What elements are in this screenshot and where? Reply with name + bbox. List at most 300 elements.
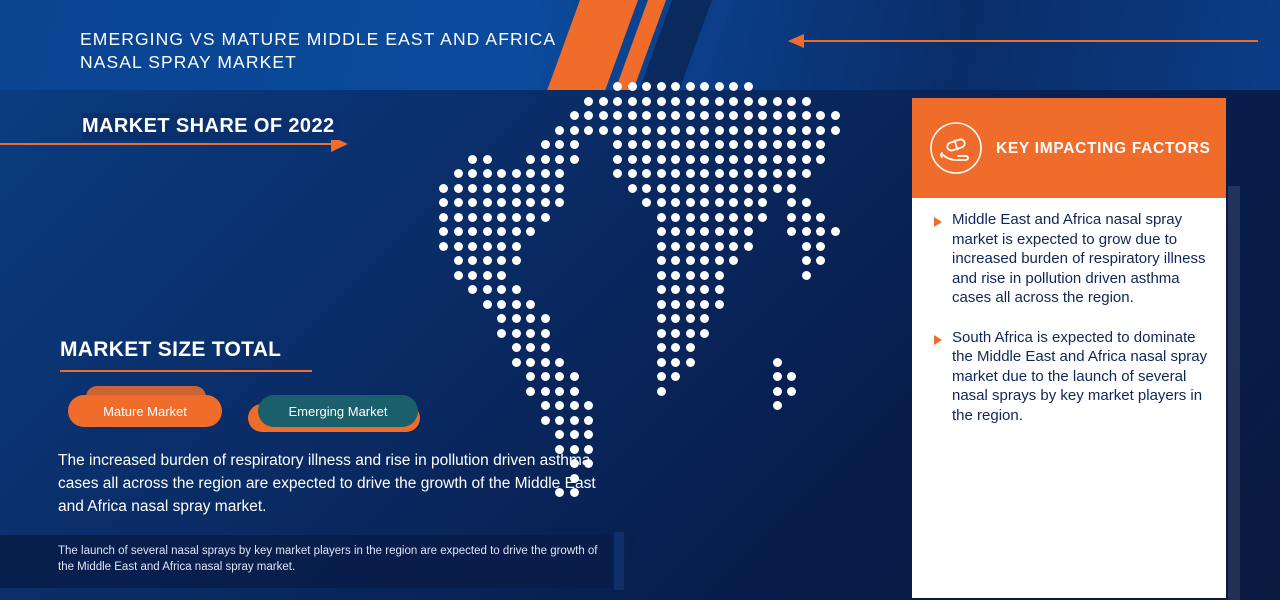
map-dot (468, 198, 477, 207)
map-dot (787, 140, 796, 149)
bullet-triangle-icon (934, 335, 942, 345)
arrow-left-icon (788, 34, 804, 48)
map-dot (744, 126, 753, 135)
map-dot (816, 213, 825, 222)
map-dot (497, 300, 506, 309)
map-dot (686, 97, 695, 106)
map-dot (744, 155, 753, 164)
market-size-description: The increased burden of respiratory illness and rise in pollution driven asthma cases all across the region are expected to drive the growth of the Middle East and Africa nasal spray market. (58, 452, 596, 515)
map-dot (671, 314, 680, 323)
map-dot (700, 256, 709, 265)
map-dot (700, 198, 709, 207)
map-dot (642, 140, 651, 149)
map-dot (483, 213, 492, 222)
map-dot (657, 82, 666, 91)
map-dot (555, 401, 564, 410)
map-dot (671, 242, 680, 251)
map-dot (700, 140, 709, 149)
footer-note (0, 535, 612, 588)
map-dot (686, 140, 695, 149)
map-dot (700, 97, 709, 106)
map-dot (483, 169, 492, 178)
map-dot (657, 300, 666, 309)
map-dot (483, 184, 492, 193)
map-dot (497, 329, 506, 338)
map-dot (468, 227, 477, 236)
map-dot (715, 198, 724, 207)
map-dot (628, 184, 637, 193)
map-dot (483, 227, 492, 236)
map-dot (787, 227, 796, 236)
map-dot (773, 126, 782, 135)
map-dot (497, 184, 506, 193)
map-dot (454, 271, 463, 280)
map-dot (773, 155, 782, 164)
map-dot (526, 169, 535, 178)
map-dot (744, 198, 753, 207)
map-dot (570, 155, 579, 164)
map-dot (802, 213, 811, 222)
map-dot (671, 155, 680, 164)
map-dot (642, 184, 651, 193)
map-dot (686, 82, 695, 91)
map-dot (657, 140, 666, 149)
map-dot (671, 300, 680, 309)
map-dot (686, 343, 695, 352)
map-dot (758, 140, 767, 149)
map-dot (642, 82, 651, 91)
map-dot (628, 155, 637, 164)
header-arrow (788, 34, 1258, 48)
map-dot (715, 271, 724, 280)
map-dot (715, 111, 724, 120)
map-dot (715, 126, 724, 135)
map-dot (657, 285, 666, 294)
map-dot (744, 97, 753, 106)
map-dot (483, 198, 492, 207)
panel-shadow (1228, 186, 1240, 600)
map-dot (555, 184, 564, 193)
map-dot (686, 213, 695, 222)
map-dot (570, 140, 579, 149)
map-dot (570, 430, 579, 439)
map-dot (729, 213, 738, 222)
map-dot (773, 140, 782, 149)
map-dot (729, 126, 738, 135)
map-dot (657, 242, 666, 251)
list-item-text: Middle East and Africa nasal spray market is expected to grow due to increased burden of respiratory illness and rise in pollution driven asthma cases all across the region. (952, 211, 1206, 306)
map-dot (497, 314, 506, 323)
map-dot (497, 169, 506, 178)
market-share-label: MARKET SHARE OF 2022 (82, 113, 341, 140)
map-dot (497, 227, 506, 236)
map-dot (729, 155, 738, 164)
map-dot (671, 140, 680, 149)
map-dot (570, 126, 579, 135)
map-dot (555, 372, 564, 381)
map-dot (497, 198, 506, 207)
map-dot (526, 372, 535, 381)
map-dot (555, 387, 564, 396)
map-dot (512, 227, 521, 236)
map-dot (686, 111, 695, 120)
map-dot (454, 184, 463, 193)
map-dot (715, 82, 724, 91)
map-dot (541, 155, 550, 164)
map-dot (497, 256, 506, 265)
arrow-left-line (804, 40, 1258, 42)
map-dot (744, 82, 753, 91)
map-dot (454, 227, 463, 236)
map-dot (758, 97, 767, 106)
list-item-text: South Africa is expected to dominate the Middle East and Africa nasal spray market due to the launch of several nasal sprays by key market players in the region. (952, 328, 1208, 424)
map-dot (541, 358, 550, 367)
map-dot (599, 111, 608, 120)
map-dot (773, 358, 782, 367)
map-dot (744, 227, 753, 236)
map-dot (773, 97, 782, 106)
map-dot (729, 111, 738, 120)
map-dot (584, 401, 593, 410)
map-dot (439, 198, 448, 207)
map-dot (628, 97, 637, 106)
map-dot (787, 372, 796, 381)
map-dot (671, 227, 680, 236)
map-dot (787, 155, 796, 164)
map-dot (787, 126, 796, 135)
map-dot (773, 401, 782, 410)
map-dot (686, 126, 695, 135)
map-dot (744, 111, 753, 120)
map-dot (831, 126, 840, 135)
map-dot (642, 198, 651, 207)
market-size-title: MARKET SIZE TOTAL (60, 338, 282, 361)
bullet-triangle-icon (934, 217, 942, 227)
footer-bar-2 (628, 532, 637, 590)
map-dot (541, 329, 550, 338)
map-dot (628, 111, 637, 120)
map-dot (729, 242, 738, 251)
map-dot (570, 387, 579, 396)
map-dot (468, 271, 477, 280)
map-dot (715, 227, 724, 236)
map-dot (454, 169, 463, 178)
map-dot (671, 358, 680, 367)
map-dot (729, 256, 738, 265)
map-dot (512, 300, 521, 309)
map-dot (512, 343, 521, 352)
map-dot (628, 126, 637, 135)
map-dot (700, 184, 709, 193)
map-dot (758, 111, 767, 120)
map-dot (715, 140, 724, 149)
map-dot (816, 256, 825, 265)
map-dot (744, 242, 753, 251)
map-dot (700, 155, 709, 164)
map-dot (468, 213, 477, 222)
map-dot (700, 285, 709, 294)
map-dot (468, 242, 477, 251)
map-dot (686, 271, 695, 280)
map-dot (526, 155, 535, 164)
map-dot (526, 358, 535, 367)
map-dot (657, 126, 666, 135)
map-dot (657, 256, 666, 265)
map-dot (512, 329, 521, 338)
map-dot (686, 184, 695, 193)
map-dot (744, 213, 753, 222)
map-dot (686, 155, 695, 164)
map-dot (715, 184, 724, 193)
map-dot (468, 169, 477, 178)
map-dot (512, 314, 521, 323)
map-dot (700, 329, 709, 338)
map-dot (700, 300, 709, 309)
map-dot (671, 271, 680, 280)
map-dot (439, 242, 448, 251)
map-dot (787, 387, 796, 396)
map-dot (802, 227, 811, 236)
map-dot (584, 111, 593, 120)
legend-item-emerging-market[interactable]: Emerging Market (258, 395, 418, 427)
map-dot (584, 430, 593, 439)
map-dot (526, 227, 535, 236)
map-dot (831, 111, 840, 120)
map-dot (657, 111, 666, 120)
map-dot (729, 97, 738, 106)
map-dot (526, 314, 535, 323)
map-dot (787, 169, 796, 178)
map-dot (700, 111, 709, 120)
map-dot (671, 285, 680, 294)
map-dot (555, 126, 564, 135)
map-dot (657, 184, 666, 193)
map-dot (700, 169, 709, 178)
map-dot (671, 343, 680, 352)
footer-bar-1 (614, 532, 624, 590)
map-dot (483, 256, 492, 265)
map-dot (497, 213, 506, 222)
map-dot (787, 111, 796, 120)
map-dot (439, 227, 448, 236)
map-dot (657, 169, 666, 178)
map-dot (628, 82, 637, 91)
map-dot (802, 271, 811, 280)
key-impacting-factors-panel (912, 98, 1226, 598)
map-dot (787, 198, 796, 207)
map-dot (802, 111, 811, 120)
map-dot (700, 126, 709, 135)
map-dot (541, 140, 550, 149)
map-dot (758, 126, 767, 135)
map-dot (657, 314, 666, 323)
map-dot (686, 242, 695, 251)
map-dot (671, 372, 680, 381)
map-dot (570, 111, 579, 120)
panel-title: KEY IMPACTING FACTORS (996, 139, 1211, 157)
map-dot (802, 198, 811, 207)
map-dot (483, 155, 492, 164)
map-dot (729, 82, 738, 91)
map-dot (512, 358, 521, 367)
map-dot (715, 155, 724, 164)
map-dot (642, 126, 651, 135)
map-dot (715, 169, 724, 178)
map-dot (439, 184, 448, 193)
map-dot (570, 416, 579, 425)
map-dot (512, 285, 521, 294)
map-dot (541, 198, 550, 207)
map-dot (642, 155, 651, 164)
map-dot (715, 213, 724, 222)
map-dot (642, 97, 651, 106)
map-dot (497, 285, 506, 294)
map-dot (584, 416, 593, 425)
map-dot (700, 242, 709, 251)
map-dot (715, 300, 724, 309)
map-dot (526, 329, 535, 338)
map-dot (541, 401, 550, 410)
map-dot (642, 169, 651, 178)
map-dot (729, 198, 738, 207)
map-dot (802, 97, 811, 106)
map-dot (526, 300, 535, 309)
map-dot (802, 155, 811, 164)
map-dot (541, 184, 550, 193)
map-dot (541, 372, 550, 381)
map-dot (439, 213, 448, 222)
map-dot (526, 198, 535, 207)
map-dot (729, 227, 738, 236)
map-dot (613, 169, 622, 178)
map-dot (831, 227, 840, 236)
map-dot (555, 358, 564, 367)
map-dot (541, 213, 550, 222)
map-dot (700, 213, 709, 222)
map-dot (758, 184, 767, 193)
map-dot (744, 184, 753, 193)
map-dot (541, 314, 550, 323)
map-dot (512, 242, 521, 251)
map-dot (671, 82, 680, 91)
map-dot (642, 111, 651, 120)
map-dot (541, 169, 550, 178)
map-dot (686, 227, 695, 236)
map-dot (758, 155, 767, 164)
map-dot (613, 126, 622, 135)
map-dot (758, 198, 767, 207)
panel-header (912, 98, 1226, 198)
map-dot (628, 140, 637, 149)
map-dot (483, 285, 492, 294)
map-dot (468, 256, 477, 265)
list-item (934, 328, 1208, 426)
map-dot (700, 314, 709, 323)
legend-item-mature-market[interactable]: Mature Market (68, 395, 222, 427)
map-dot (483, 271, 492, 280)
map-dot (700, 227, 709, 236)
map-dot (657, 329, 666, 338)
map-dot (758, 169, 767, 178)
footer-note-text: The launch of several nasal sprays by key market players in the region are expected to drive the growth of the Middle East and Africa nasal spray market. (58, 545, 598, 573)
dotted-world-map (410, 82, 910, 500)
map-dot (555, 155, 564, 164)
map-dot (555, 430, 564, 439)
map-dot (671, 126, 680, 135)
map-dot (555, 140, 564, 149)
panel-bullet-list (912, 210, 1226, 445)
map-dot (773, 372, 782, 381)
map-dot (512, 169, 521, 178)
map-dot (497, 271, 506, 280)
map-dot (671, 97, 680, 106)
map-dot (773, 111, 782, 120)
map-dot (773, 387, 782, 396)
map-dot (729, 169, 738, 178)
map-dot (526, 387, 535, 396)
map-dot (657, 97, 666, 106)
map-dot (686, 358, 695, 367)
map-dot (526, 343, 535, 352)
map-dot (613, 97, 622, 106)
map-dot (657, 213, 666, 222)
map-dot (555, 169, 564, 178)
map-dot (715, 256, 724, 265)
map-dot (686, 198, 695, 207)
map-dot (802, 126, 811, 135)
map-dot (686, 285, 695, 294)
map-dot (671, 213, 680, 222)
map-dot (570, 401, 579, 410)
map-dot (816, 227, 825, 236)
map-dot (584, 126, 593, 135)
map-dot (512, 184, 521, 193)
map-dot (773, 169, 782, 178)
arrow-right-line (0, 143, 332, 145)
map-dot (802, 256, 811, 265)
map-dot (816, 111, 825, 120)
map-dot (541, 387, 550, 396)
map-dot (802, 140, 811, 149)
map-dot (715, 242, 724, 251)
map-dot (599, 97, 608, 106)
map-dot (715, 285, 724, 294)
map-dot (613, 155, 622, 164)
map-dot (744, 169, 753, 178)
map-dot (454, 213, 463, 222)
map-dot (715, 97, 724, 106)
map-dot (802, 242, 811, 251)
map-dot (787, 184, 796, 193)
map-dot (512, 256, 521, 265)
map-dot (570, 372, 579, 381)
hand-holding-capsule-icon (930, 122, 982, 174)
map-dot (657, 155, 666, 164)
map-dot (686, 169, 695, 178)
map-dot (613, 111, 622, 120)
map-dot (526, 213, 535, 222)
map-dot (555, 198, 564, 207)
map-dot (468, 285, 477, 294)
map-dot (816, 242, 825, 251)
map-dot (599, 126, 608, 135)
map-dot (787, 213, 796, 222)
map-dot (497, 242, 506, 251)
map-dot (686, 329, 695, 338)
map-dot (671, 111, 680, 120)
map-dot (758, 213, 767, 222)
map-dot (816, 155, 825, 164)
